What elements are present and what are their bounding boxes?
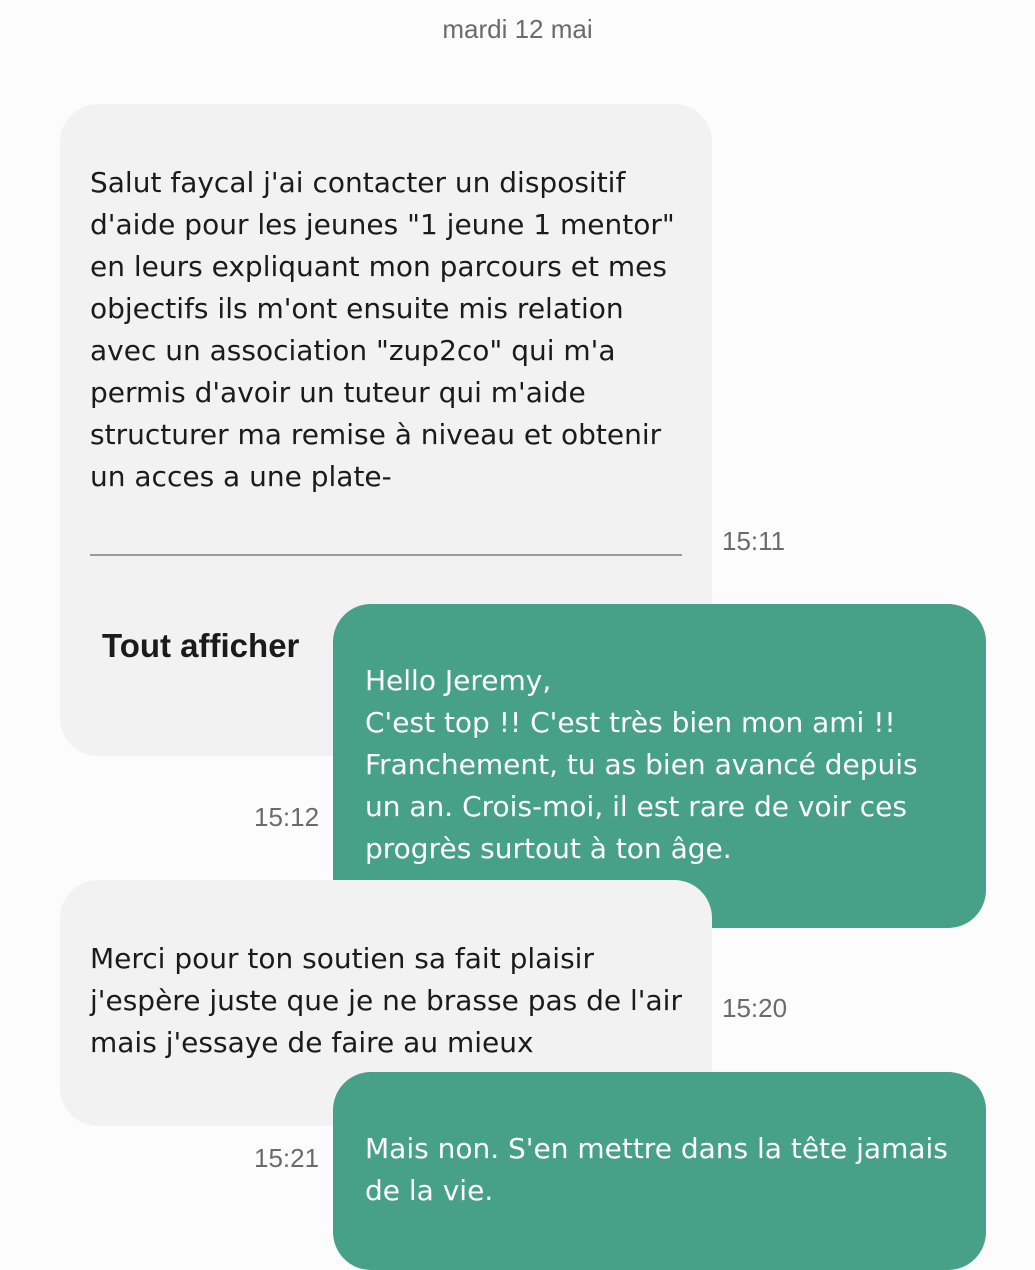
show-all-label: Tout afficher [102,627,300,664]
message-timestamp: 15:20 [722,993,788,1023]
message-timestamp: 15:21 [254,1143,320,1173]
message-timestamp: 15:11 [722,526,786,556]
divider [90,554,682,556]
message-text: Merci pour ton soutien sa fait plaisir j'espère juste que je ne brasse pas de l'air mais j'essaye de faire au mieux [90,942,682,1059]
message-text: Mais non. S'en mettre dans la tête jamais de la vie. [365,1132,948,1207]
date-separator: mardi 12 mai [442,14,593,44]
message-bubble-outgoing[interactable] [333,1072,986,1270]
message-timestamp: 15:12 [254,802,320,832]
message-text: Salut faycal j'ai contacter un dispositif d'aide pour les jeunes "1 jeune 1 mentor" en leurs expliquant mon parcours et mes objectifs ils m'ont ensuite mis relation avec un association "zup2co" qui m'a permis d'avoir un tuteur qui m'aide structurer ma remise à niveau et obtenir un acces a une plate- [90,166,675,493]
message-text: Hello Jeremy, C'est top !! C'est très bien mon ami !! Franchement, tu as bien avancé depuis un an. Crois-moi, il est rare de voir ces progrès surtout à ton âge. [365,664,918,865]
